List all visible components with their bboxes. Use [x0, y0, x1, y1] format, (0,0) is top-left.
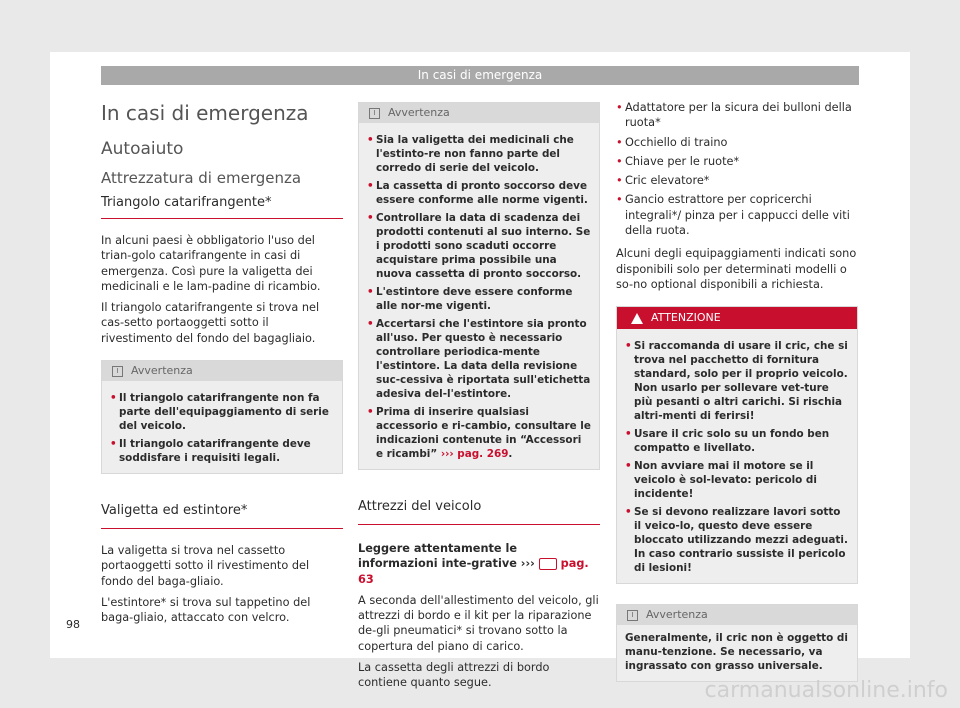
arrow-glyph: ››› — [520, 557, 535, 571]
page-number: 98 — [66, 618, 80, 631]
note-header — [617, 605, 857, 625]
warning-box — [616, 306, 858, 584]
column-3 — [616, 100, 858, 682]
note-header — [102, 361, 342, 381]
topic-title: Attrezzi del veicolo — [358, 498, 600, 525]
list-item: • Gancio estrattore per copricerchi integrali*/ pinza per i cappucci delle viti della ruota. — [616, 192, 858, 238]
note-header — [359, 103, 599, 123]
note-item: • La cassetta di pronto soccorso deve essere conforme alle norme vigenti. — [367, 179, 591, 207]
list-item: • Chiave per le ruote* — [616, 154, 858, 169]
paragraph: L'estintore* si trova sul tappetino del baga-gliaio, attaccato con velcro. — [101, 595, 311, 625]
intro-text: Leggere attentamente le informazioni inte-grative — [358, 542, 518, 571]
info-icon: i — [627, 610, 638, 621]
note-item-text: Prima di inserire qualsiasi accessorio e ri-cambio, consultare le indicazioni contenute in “Accessori e ricambi” — [376, 406, 591, 460]
paragraph: Il triangolo catarifrangente si trova nel cas-setto portaoggetti sotto il rivestimento del fondo del bagagliaio. — [101, 301, 320, 345]
note-box — [101, 360, 343, 474]
warning-item: • Si raccomanda di usare il cric, che si trova nel pacchetto di fornitura standard, solo per il proprio veicolo. Non usarlo per sollevare vet-ture più pesanti o altri carichi. Si rischia altri-menti di ferirsi! — [625, 339, 849, 423]
info-icon: i — [369, 108, 380, 119]
paragraph: In alcuni paesi è obbligatorio l'uso del trian-golo catarifrangente in casi di emergenza. Così pure la valigetta dei medicinali e le lam-padine di ricambio. — [101, 234, 321, 293]
running-header: In casi di emergenza — [101, 66, 859, 85]
warning-triangle-icon — [631, 313, 643, 324]
list-item: • Adattatore per la sicura dei bulloni della ruota* — [616, 100, 858, 131]
note-box — [358, 102, 600, 470]
note-body — [359, 123, 599, 469]
note-item: • Controllare la data di scadenza dei prodotti contenuti al suo interno. Se i prodotti sono scaduti occorre acquistare prima possibile una nuova cassetta di pronto soccorso. — [367, 211, 591, 281]
list-item: • Cric elevatore* — [616, 173, 858, 188]
topic-title: Valigetta ed estintore* — [101, 502, 343, 529]
section-title: Autoaiuto — [101, 139, 184, 159]
paragraph: Alcuni degli equipaggiamenti indicati sono disponibili solo per determinati modelli o so-no optional disponibili a richiesta. — [616, 247, 857, 291]
note-item: • Il triangolo catarifrangente deve soddisfare i requisiti legali. — [110, 437, 334, 465]
book-icon — [539, 558, 557, 570]
note-item: • Accertarsi che l'estintore sia pronto all'uso. Per questo è necessario controllare periodica-mente l'estintore. La data della revisione suc-cessiva è riportata sull'etichetta adesiva del-l'estintore. — [367, 317, 591, 401]
paragraph: La cassetta degli attrezzi di bordo contiene quanto segue. — [358, 661, 550, 690]
page-reference-link[interactable]: pag. 63 — [358, 557, 589, 586]
note-body: Generalmente, il cric non è oggetto di manu-tenzione. Se necessario, va ingrassato con grasso universale. — [625, 632, 848, 673]
warning-item: • Non avviare mai il motore se il veicolo è sol-levato: pericolo di incidente! — [625, 459, 849, 501]
warning-item: • Se si devono realizzare lavori sotto il veico-lo, questo deve essere bloccato utilizzando mezzi adeguati. In caso contrario sussiste il pericolo di lesioni! — [625, 505, 849, 575]
note-item: • Prima di inserire qualsiasi accessorio e ri-cambio, consultare le indicazioni contenute in “Accessori e ricambi” ››› pag. 269. — [367, 405, 591, 461]
warning-body — [617, 329, 857, 583]
note-body — [102, 381, 342, 473]
subsection-title: Attrezzatura di emergenza — [101, 169, 302, 187]
topic-title: Triangolo catarifrangente* — [101, 194, 343, 219]
chapter-title: In casi di emergenza — [101, 101, 309, 125]
list-item: • Occhiello di traino — [616, 135, 858, 150]
warning-title: ATTENZIONE — [651, 311, 721, 325]
column-2 — [358, 100, 600, 691]
page-reference-link[interactable]: ››› pag. 269 — [440, 448, 509, 460]
note-item: • Sia la valigetta dei medicinali che l'estinto-re non fanno parte del corredo di serie del veicolo. — [367, 133, 591, 175]
paragraph: La valigetta si trova nel cassetto portaoggetti sotto il rivestimento del fondo del baga-gliaio. — [101, 544, 310, 588]
info-icon: i — [112, 366, 123, 377]
intro-paragraph — [358, 541, 600, 587]
paragraph: A seconda dell'allestimento del veicolo, gli attrezzi di bordo e il kit per la riparazione de-gli pneumatici* si trovano sotto la copertura del piano di carico. — [358, 593, 599, 653]
column-1 — [101, 100, 343, 626]
note-box — [616, 604, 858, 682]
warning-item: • Usare il cric solo su un fondo ben compatto e livellato. — [625, 427, 849, 455]
note-item: • Il triangolo catarifrangente non fa parte dell'equipaggiamento di serie del veicolo. — [110, 391, 334, 433]
warning-header — [617, 307, 857, 329]
note-item: • L'estintore deve essere conforme alle nor-me vigenti. — [367, 285, 591, 313]
watermark: carmanualsonline.info — [704, 678, 948, 703]
note-title: Avvertenza — [131, 364, 193, 378]
note-title: Avvertenza — [388, 106, 450, 119]
note-title: Avvertenza — [646, 608, 708, 622]
